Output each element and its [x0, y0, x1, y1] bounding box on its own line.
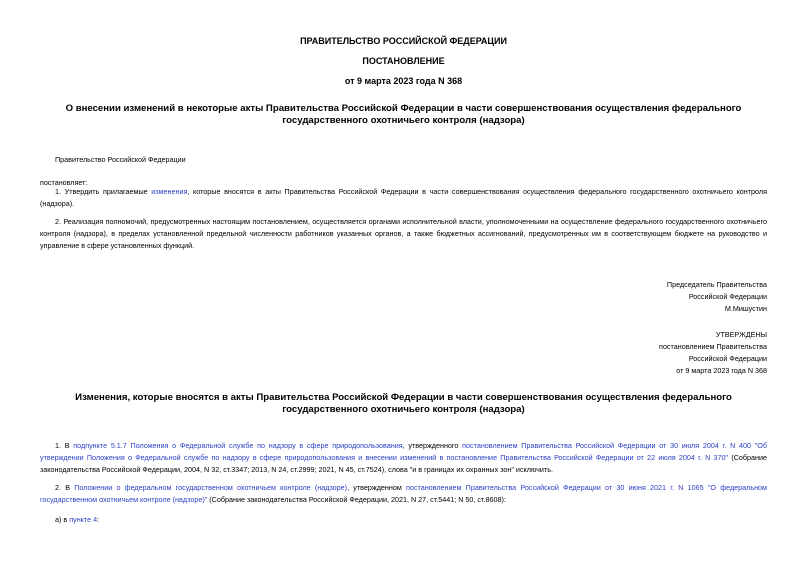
change-1-text-c: (Собрание законодательства Российской Федерации, 2004, N 32, ст.3347; 2013, N 24, ст.2999; 2021, N 45, ст.7524), слова "и в границах их охранных зон" исключить. — [40, 453, 767, 474]
change-1-text-b: , утвержденного — [402, 441, 463, 450]
approval-line3: Российской Федерации — [688, 354, 767, 363]
resolution-400-link[interactable]: постановлением Правительства Российской Федерации от 30 июля 2004 г. N 400 "Об утверждении Положения о Федеральной службе по надзору в сфере природопользования и внесении изменений в постановление Правительства Российской Федерации от 22 июля 2004 г. N 370" — [40, 441, 767, 462]
approval-line1: УТВЕРЖДЕНЫ — [715, 330, 767, 339]
government-heading: ПРАВИТЕЛЬСТВО РОССИЙСКОЙ ФЕДЕРАЦИИ — [300, 36, 507, 46]
change-1-text-a: 1. В — [55, 441, 74, 450]
subclause-5-1-7-link[interactable]: подпункте 5.1.7 Положения о Федеральной службе по надзору в сфере природопользования — [73, 441, 403, 450]
approval-line2: постановлением Правительства — [659, 342, 767, 351]
decree-word: постановляет: — [40, 178, 88, 187]
change-1-paragraph — [40, 440, 767, 476]
signature-block — [440, 279, 767, 315]
signature-position-line1: Председатель Правительства — [666, 280, 767, 289]
change-2-text-b: , утвержденном — [347, 483, 407, 492]
issuer-line: Правительство Российской Федерации — [55, 155, 186, 164]
change-2a-text-b: : — [97, 515, 100, 524]
changes-link[interactable]: изменения — [151, 187, 188, 196]
item-1-suffix: , которые вносятся в акты Правительства Российской Федерации в части совершенствования осуществления федерального государственного охотничьего контроля (надзора). — [40, 187, 767, 208]
clause-4-link[interactable]: пункте 4 — [69, 515, 98, 524]
document-title: О внесении изменений в некоторые акты Правительства Российской Федерации в части совершенствования осуществления федерального государственного охотничьего контроля (надзора) — [65, 103, 742, 126]
signature-name: М.Мишустин — [724, 304, 767, 313]
doc-type-heading: ПОСТАНОВЛЕНИЕ — [362, 56, 445, 66]
regulation-link[interactable]: Положении о федеральном государственном охотничьем контроле (надзоре) — [74, 483, 348, 492]
change-2a-paragraph — [55, 514, 99, 526]
resolution-1065-link[interactable]: постановлением Правительства Российской Федерации от 30 июня 2021 г. N 1065 "О федеральном государственном охотничьем контроле (надзоре)" — [40, 483, 767, 504]
item-1-paragraph — [40, 186, 767, 210]
change-2a-text-a: а) в — [55, 515, 70, 524]
item-2-paragraph: 2. Реализация полномочий, предусмотренных настоящим постановлением, осуществляется органами исполнительной власти, уполномоченными на осуществление федерального государственного охотничьего контроля (надзора), в пределах установленной предельной численности работников указанных органов, а также бюджетных ассигнований, предусмотренных им в соответствующем бюджете на руководство и управление в сфере установленных функций. — [40, 217, 767, 250]
change-2-paragraph — [40, 482, 767, 506]
signature-position-line2: Российской Федерации — [688, 292, 767, 301]
approval-block — [440, 329, 767, 377]
change-2-text-c: (Собрание законодательства Российской Федерации, 2021, N 27, ст.5441; N 50, ст.8608): — [207, 495, 506, 504]
change-2-text-a: 2. В — [55, 483, 75, 492]
approval-line4: от 9 марта 2023 года N 368 — [676, 366, 767, 375]
doc-date-number: от 9 марта 2023 года N 368 — [344, 76, 463, 86]
item-1-prefix: 1. Утвердить прилагаемые — [55, 187, 152, 196]
changes-title: Изменения, которые вносятся в акты Правительства Российской Федерации в части совершенствования осуществления федерального государственного охотничьего контроля (надзора) — [75, 392, 732, 415]
